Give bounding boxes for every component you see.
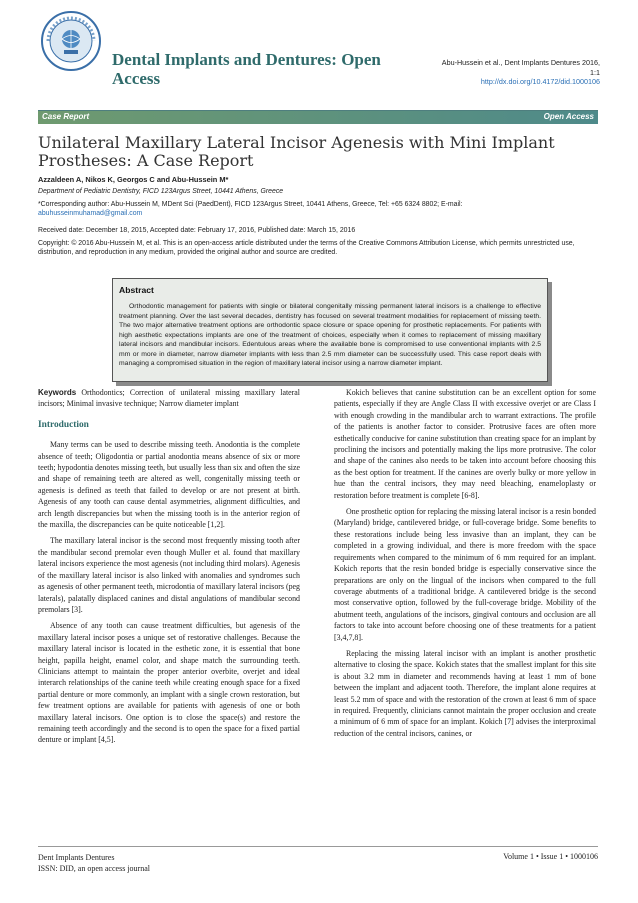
abstract-heading: Abstract	[119, 285, 154, 295]
paragraph: The maxillary lateral incisor is the second most frequently missing tooth after the mandibular second premolar even though Muller et al. found that maxillary lateral incisors experience the most agenesis (not including third molars). Agenesis of the maxillary lateral incisor is also linked with anomalies and syndromes such as agenesis of other permanent teeth, microdontia of maxillary lateral incisors (peg laterals), palatally displaced canines and distal angulations of mandibular second premolars [3].	[38, 536, 300, 614]
footer-issue: Volume 1 • Issue 1 • 1000106	[503, 852, 598, 861]
footer-issn: ISSN: DID, an open access journal	[38, 864, 150, 873]
abstract-text: Orthodontic management for patients with single or bilateral congenitally missing permanent lateral incisors is a challenge to effective treatment planning. Over the last several decades, dentistry has focused on several treatment modalities for replacement of missing teeth. The two major alternative treatment options are orthodontic space closure or space opening for prosthetic replacements. For patients with high aesthetic expectations implants are one of the treatment of choices, especially when it comes to replacement of missing maxillary lateral incisors and mandibular incisors. Edentulous areas where the available bone is compromised to use conventional implants with 2.5 mm or more in diameter, narrow diameter implants with less than 2.5 mm diameter can be successfully used. This case report deals with managing a compromised situation in the region of maxillary lateral incisor using a narrow diameter implant.	[119, 303, 541, 367]
corresponding-text: *Corresponding author: Abu-Hussein M, MDent Sci (PaedDent), FICD 123Argus Street, 10441 Athens, Greece, Tel: +65 6324 8802; E-mail:	[38, 201, 463, 208]
authors: Azzaldeen A, Nikos K, Georgos C and Abu-Hussein M*	[38, 175, 229, 184]
paragraph: Absence of any tooth can cause treatment difficulties, but agenesis of the maxillary lateral incisor poses a unique set of restorative challenges. Because the maxillary lateral incisor is located in the esthetic zone, it is essential that bone height, papilla height, enamel color, and shape match the surrounding teeth. Clinicians attempt to maintain the proper anterior overbite, overjet and ideal interarch relationships of the canine teeth while creating enough space for a fixed partial denture or more commonly, an implant with a single crown restoration, but few treatment options are available for patients with agenesis of one or both maxillary lateral incisors. One option is to close the space(s) and restore the remaining teeth accordingly and the second is to open the space for a fixed partial denture or implant [4,5].	[38, 621, 300, 745]
journal-title: Dental Implants and Dentures: Open Access	[112, 50, 381, 88]
department: Department of Pediatric Dentistry, FICD 123Argus Street, 10441 Athens, Greece	[38, 188, 284, 195]
paragraph: Kokich believes that canine substitution can be an excellent option for some patients, especially if they are Angle Class II with excessive overjet or are Class I with enough crowding in the mandibular arch to warrant extractions. The profile of the patients is another factor to consider. Protrusive faces are often more esthetically conducive for canine substitution than creating space for an implant by proclining the incisors and potentially making the lips more protrusive. The color and shape of the canines also needs to be taken into account before choosing this as the best option for treatment. If the canines are overly bulky or more yellow in hue than the central incisors, they may need bleaching, enameloplasty or restoration before treatment is complete [6-8].	[334, 388, 596, 500]
citation-block	[400, 58, 600, 87]
paragraph: One prosthetic option for replacing the missing lateral incisor is a resin bonded (Maryland) bridge, cantilevered bridge, or full-coverage bridge. Some benefits to these restorations include being less invasive than an implant, they can be completed in a growing individual, and there is more freedom with the space requirements when compared to the minimum of 6 mm required for an implant. Kokich reports that the resin bonded bridge is especially conservative since the preparations are only on the lingual of the incisors when compared to the full coverage abutments of a traditional bridge. A cantilevered bridge is the second most conservative option, followed by the full-coverage bridge. Mobility of the abutment teeth, angulations of the incisors, gingival contours and occlusion are all factors to take into account before choosing one of these treatments for a patient [3,4,7,8].	[334, 507, 596, 642]
article-title: Unilateral Maxillary Lateral Incisor Agenesis with Mini Implant Prostheses: A Case Report	[38, 133, 555, 170]
right-column	[334, 387, 596, 744]
corresponding-author	[38, 200, 598, 219]
article-type-bar	[38, 110, 598, 124]
left-column	[38, 387, 300, 751]
email-link[interactable]: abuhusseinmuhamad@gmail.com	[38, 210, 143, 218]
keywords-label: Keywords	[38, 388, 77, 397]
footer-journal: Dent Implants Dentures	[38, 853, 115, 862]
open-access-label: Open Access	[543, 112, 594, 121]
copyright: Copyright: © 2016 Abu-Hussein M, et al. This is an open-access article distributed under the terms of the Creative Commons Attribution License, which permits unrestricted use, distribution, and reproduction in any medium, provided the original author and source are credited.	[38, 240, 575, 257]
dates: Received date: December 18, 2015, Accepted date: February 17, 2016, Published date: March 15, 2016	[38, 227, 356, 234]
journal-logo-icon	[40, 10, 102, 72]
footer-journal-info	[38, 852, 150, 874]
footer-divider	[38, 846, 598, 847]
paragraph: Replacing the missing lateral incisor with an implant is another prosthetic alternative to closing the space. Kokich states that the smallest implant for this site is about 3.2 mm in diameter and recommends having at least 1 mm of bone between the implant and adjacent tooth. Therefore, the implant alone requires at least 5.2 mm of space and with the restoration of the crown at least 6 mm of space in required. Frequently, clinicians cannot maintain the proper occlusion and create a minimum of 6 mm of space for an implant. Kokich [7] advises the interproximal reduction of the central incisors, canines, or	[334, 648, 596, 738]
doi-link[interactable]: http://dx.doi.org/10.4172/did.1000106	[480, 77, 600, 86]
case-report-label: Case Report	[42, 112, 90, 121]
keywords	[38, 387, 300, 410]
keywords-text: Orthodontics; Correction of unilateral missing maxillary lateral incisors; Minimal invasive technique; Narrow diameter implant	[38, 388, 300, 409]
intro-heading: Introduction	[38, 419, 89, 430]
citation-text: Abu-Hussein et al., Dent Implants Dentures 2016,	[441, 58, 600, 67]
volume-text: 1:1	[590, 67, 600, 77]
paragraph: Many terms can be used to describe missing teeth. Anodontia is the complete absence of teeth; Oligodontia or partial anodontia means absence of six or more teeth; hypodontia denotes missing teeth, but usually less than six and often the size and shape of remaining teeth are altered as well, congenitally missing teeth or agenesis is defined as teeth that failed to develop or are not present at birth. Agenesis of any tooth can cause dental asymmetries, alignment difficulties, and arch length discrepancies but when the missing tooth is in the anterior region of the maxilla, the discrepancies can be quite noticeable [1,2].	[38, 440, 300, 530]
abstract-box	[112, 278, 548, 382]
